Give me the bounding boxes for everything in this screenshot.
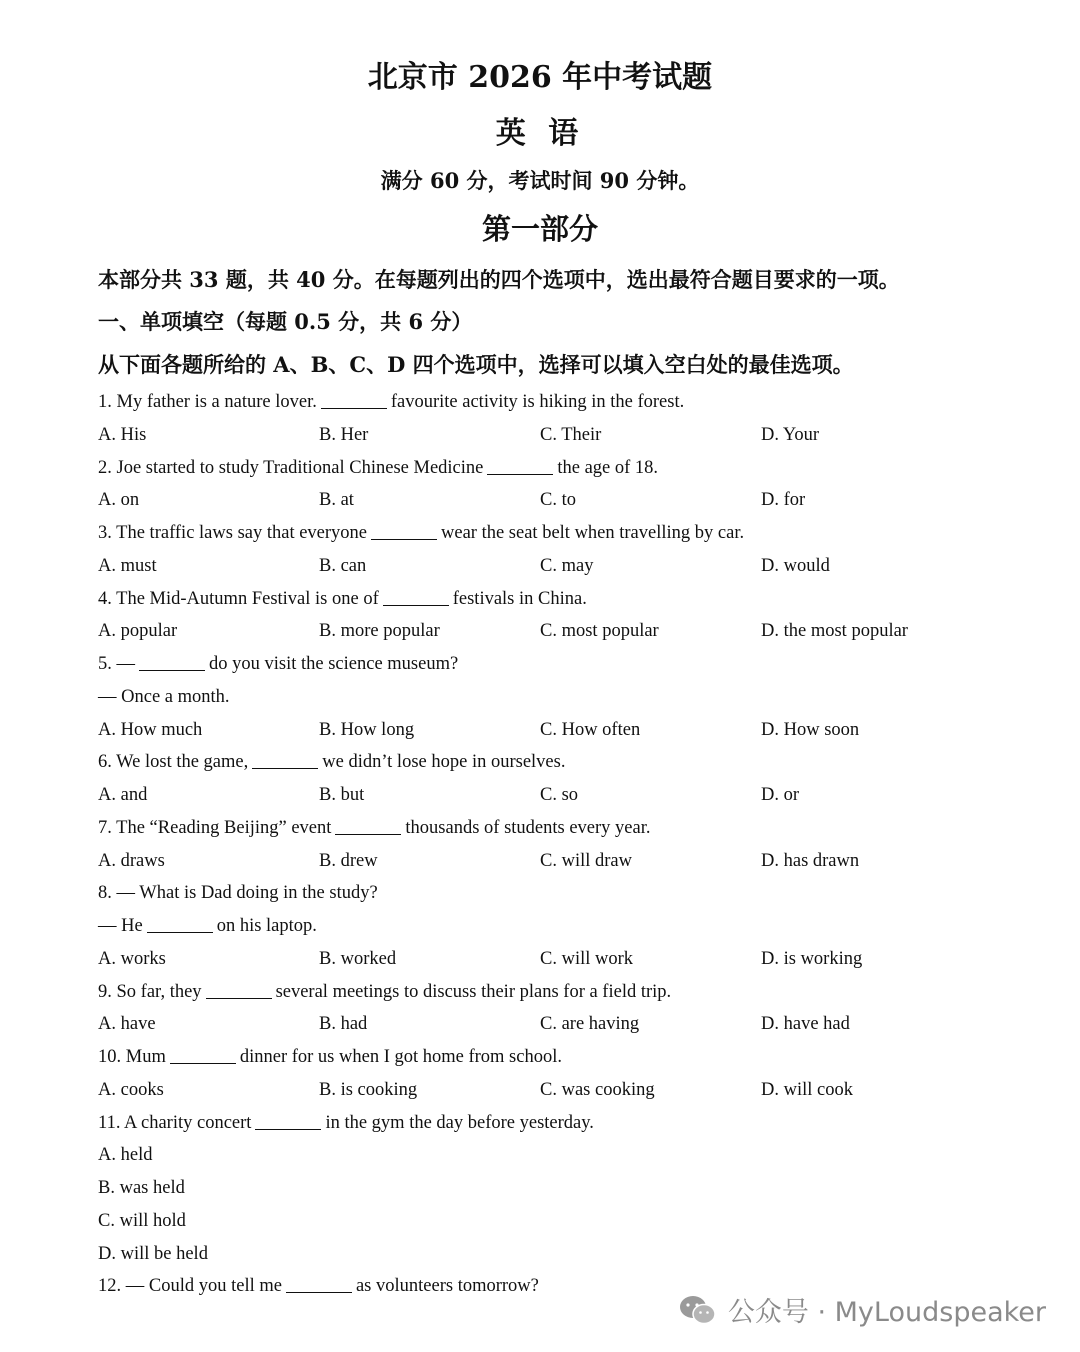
question-line: 8. — What is Dad doing in the study? [98,883,378,904]
options-row [98,1008,998,1041]
answer-option[interactable]: C. are having [540,1014,640,1035]
answer-option[interactable]: A. How much [98,719,203,740]
answer-option[interactable]: A. popular [98,621,178,642]
answer-option[interactable]: A. held [98,1145,153,1166]
answer-option[interactable]: D. or [761,785,800,805]
answer-blank [383,585,449,606]
answer-blank [255,1109,321,1130]
subject-title: 英 语 [495,116,585,151]
answer-option[interactable]: A. and [98,785,148,805]
options-row [98,484,998,517]
question-stem [98,517,998,550]
question-post: wear the seat belt when travelling by car. [441,523,745,543]
answer-option[interactable]: D. for [761,490,806,511]
question-pre: 3. The traffic laws say that everyone [98,523,368,543]
question-post: festivals in China. [452,588,587,609]
question-pre: 10. Mum [98,1047,166,1067]
question-pre: 7. The “Reading Beijing” event [98,817,332,838]
answer-option[interactable]: D. will cook [761,1079,853,1100]
question-post: do you visit the science museum? [209,654,459,674]
answer-option[interactable]: B. had [319,1014,368,1035]
options-row [98,845,998,878]
answer-option[interactable]: D. will be held [98,1243,208,1264]
answer-option[interactable]: C. Their [540,424,602,445]
question-post: favourite activity is hiking in the forest. [390,392,685,412]
question-pre: 9. So far, they [98,981,202,1002]
answer-option[interactable]: C. to [540,490,576,511]
wechat-icon [678,1294,718,1326]
exam-title: 北京市 2026 年中考试题 [367,60,713,95]
answer-option[interactable]: B. drew [319,850,378,871]
answer-option[interactable]: C. will hold [98,1210,186,1231]
options-row [98,943,998,976]
answer-option[interactable]: B. can [319,555,367,576]
answer-option[interactable]: B. more popular [319,621,440,642]
answer-option[interactable]: A. draws [98,850,165,871]
question-stem [98,648,998,681]
part-note: 本部分共 33 题，共 40 分。在每题列出的四个选项中，选出最符合题目要求的一项。 [98,267,900,292]
answer-option[interactable]: C. will draw [540,850,632,871]
question-pre: — He [98,916,143,936]
options-row [98,1074,998,1107]
answer-blank [286,1272,352,1293]
section-direction: 从下面各题所给的 A、B、C、D 四个选项中，选择可以填入空白处的最佳选项。 [98,352,854,377]
question-stem [98,910,998,943]
answer-blank [139,650,205,671]
answer-option[interactable]: A. cooks [98,1079,164,1100]
answer-option[interactable]: B. was held [98,1178,185,1198]
question-post: on his laptop. [216,916,317,936]
answer-option[interactable]: B. Her [319,424,369,445]
answer-option[interactable]: A. have [98,1014,156,1035]
options-row [98,779,998,812]
options-row [98,550,998,583]
answer-option[interactable]: B. How long [319,719,415,740]
part-title: 第一部分 [481,212,598,246]
answer-blank [147,912,213,933]
answer-option[interactable]: A. works [98,948,166,969]
options-row [98,615,998,648]
answer-option[interactable]: C. was cooking [540,1079,655,1100]
question-pre: 4. The Mid-Autumn Festival is one of [98,588,379,609]
answer-option[interactable]: D. Your [761,424,820,445]
answer-option[interactable]: A. His [98,424,147,445]
question-reply: — Once a month. [98,686,230,707]
answer-option[interactable]: A. must [98,555,157,576]
question-list [98,386,998,1303]
answer-option[interactable]: C. will work [540,948,634,969]
watermark [678,1290,1046,1329]
question-post: dinner for us when I got home from school. [239,1047,562,1067]
exam-info: 满分 60 分，考试时间 90 分钟。 [380,168,700,193]
answer-option[interactable]: D. have had [761,1014,850,1035]
question-post: several meetings to discuss their plans for a field trip. [275,981,672,1002]
question-stem [98,746,998,779]
question-pre: 11. A charity concert [98,1112,252,1133]
question-stem [98,976,998,1009]
answer-option[interactable]: B. is cooking [319,1079,418,1100]
options-row [98,714,998,747]
question-stem [98,1107,998,1140]
question-post: we didn’t lose hope in ourselves. [322,752,566,773]
answer-blank [170,1043,236,1064]
answer-blank [252,748,318,769]
answer-option[interactable]: B. at [319,490,354,511]
question-stem [98,452,998,485]
answer-option[interactable]: C. so [540,785,579,805]
answer-option[interactable]: B. worked [319,948,397,969]
question-post: thousands of students every year. [405,817,651,838]
answer-option[interactable]: D. the most popular [761,621,908,642]
question-pre: 5. — [98,654,135,674]
question-pre: 2. Joe started to study Traditional Chinese Medicine [98,457,484,478]
answer-option[interactable]: D. is working [761,948,863,969]
answer-option[interactable]: A. on [98,490,140,511]
answer-blank [487,454,553,475]
answer-option[interactable]: D. has drawn [761,850,860,871]
question-stem [98,386,998,419]
watermark-text: 公众号 · MyLoudspeaker [727,1297,1046,1328]
question-post: as volunteers tomorrow? [355,1276,539,1297]
question-stem [98,583,998,616]
question-pre: 12. — Could you tell me [98,1276,282,1297]
answer-option[interactable]: D. How soon [761,719,860,740]
answer-option[interactable]: C. may [540,555,594,576]
section-heading: 一、单项填空（每题 0.5 分，共 6 分） [98,309,473,334]
answer-option[interactable]: C. How often [540,719,641,740]
question-stem [98,1041,998,1074]
question-pre: 1. My father is a nature lover. [98,392,317,412]
answer-option[interactable]: C. most popular [540,621,659,642]
answer-option[interactable]: B. but [319,785,365,805]
answer-blank [371,519,437,540]
answer-blank [206,978,272,999]
question-post: the age of 18. [557,457,659,478]
question-pre: 6. We lost the game, [98,752,249,773]
answer-blank [335,814,401,835]
answer-option[interactable]: D. would [761,555,830,576]
question-stem [98,812,998,845]
answer-blank [321,388,387,409]
question-post: in the gym the day before yesterday. [325,1112,594,1133]
options-row [98,419,998,452]
